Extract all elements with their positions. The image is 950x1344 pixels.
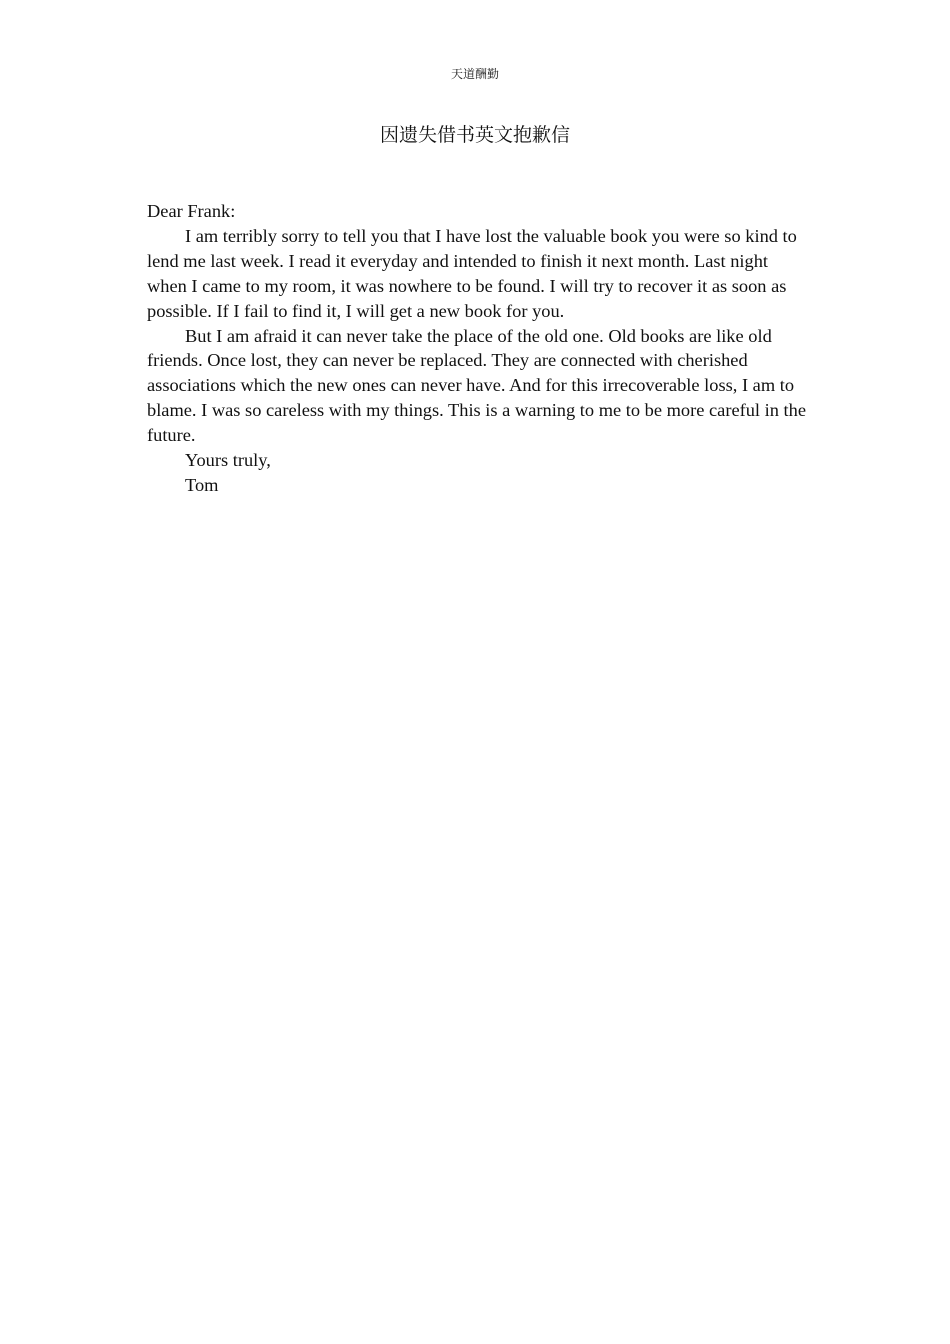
letter-closing: Yours truly,: [185, 450, 271, 471]
letter-signature: Tom: [185, 474, 219, 495]
letter-paragraph-2: But I am afraid it can never take the place of the old one. Old books are like old friends. Once lost, they can never be replaced. They are connected with cherished associations which the new ones can never have. And for this irrecoverable loss, I am to blame. I was so careless with my things. This is a warning to me to be more careful in the future.: [147, 325, 807, 446]
document-title: 因遗失借书英文抱歉信: [379, 125, 570, 146]
letter-body: [147, 199, 807, 498]
letter-salutation: Dear Frank:: [147, 201, 236, 221]
page-header: 天道酬勤: [450, 67, 499, 81]
letter-paragraph-1: I am terribly sorry to tell you that I have lost the valuable book you were so kind to lend me last week. I read it everyday and intended to finish it next month. Last night when I came to my room, it was nowhere to be found. I will try to recover it as soon as possible. If I fail to find it, I will get a new book for you.: [147, 225, 797, 321]
